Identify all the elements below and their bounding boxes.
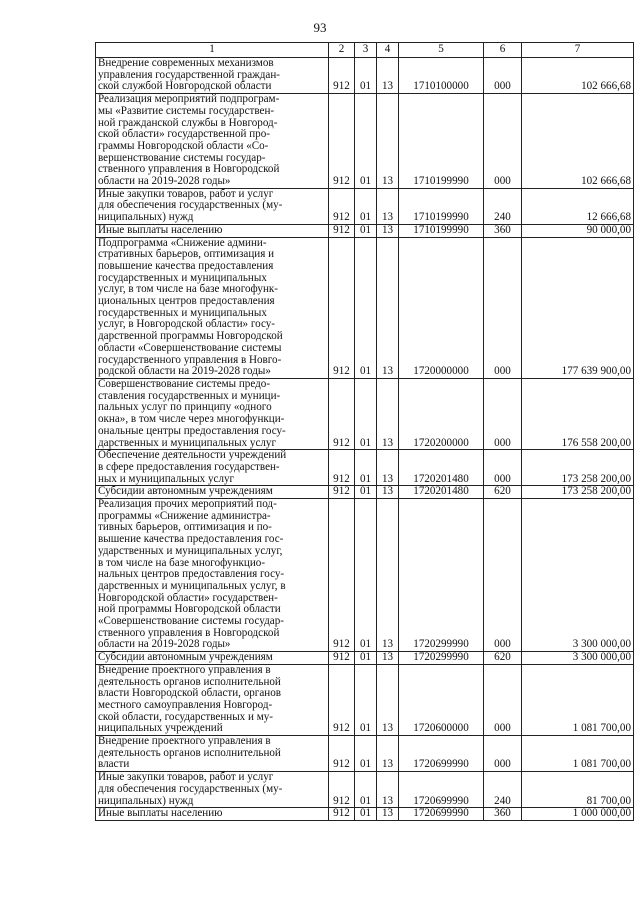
item-name-line: ональные центры предоставления госу- [98, 424, 286, 437]
item-name-line: для обеспечения государственных (му- [98, 782, 283, 795]
target-article-cell: 1720299990 [399, 499, 484, 652]
grbs-code-cell: 912 [329, 499, 355, 652]
table-row [96, 188, 634, 224]
subsection-code-cell: 13 [377, 237, 399, 378]
item-name-line: нальных центров предоставления госу- [98, 568, 285, 581]
subsection-code-cell: 13 [377, 450, 399, 486]
section-code-cell: 01 [355, 450, 377, 486]
target-article-cell: 1720201480 [399, 450, 484, 486]
expense-type-cell: 000 [484, 378, 522, 449]
item-name-cell [96, 378, 329, 449]
table-row [96, 224, 634, 237]
item-name-line: Подпрограмма «Снижение админи- [98, 236, 267, 249]
column-header: 2 [329, 43, 355, 58]
item-name-line: Совершенствование системы предо- [98, 377, 271, 390]
item-name-cell [96, 224, 329, 237]
subsection-code-cell: 13 [377, 664, 399, 735]
amount-cell: 177 639 900,00 [522, 237, 634, 378]
column-header: 4 [377, 43, 399, 58]
budget-table [95, 42, 634, 821]
grbs-code-cell: 912 [329, 378, 355, 449]
expense-type-cell: 240 [484, 188, 522, 224]
table-row [96, 378, 634, 449]
item-name-line: ской службой Новгородской области [98, 80, 272, 93]
grbs-code-cell: 912 [329, 652, 355, 665]
item-name-line: ной гражданской службы в Новгород- [98, 116, 278, 129]
grbs-code-cell: 912 [329, 58, 355, 94]
item-name-line: ных и муниципальных услуг [98, 472, 235, 485]
amount-cell: 3 300 000,00 [522, 652, 634, 665]
item-name-line: ной программы Новгородской области [98, 603, 281, 616]
item-name-cell [96, 237, 329, 378]
target-article-cell: 1720699990 [399, 808, 484, 821]
item-name-line: окна», в том числе через многофункци- [98, 413, 285, 426]
item-name-line: вершенствование системы государ- [98, 151, 266, 164]
table-row [96, 94, 634, 189]
expense-type-cell: 000 [484, 58, 522, 94]
amount-cell: 90 000,00 [522, 224, 634, 237]
grbs-code-cell: 912 [329, 772, 355, 808]
section-code-cell: 01 [355, 94, 377, 189]
amount-cell: 176 558 200,00 [522, 378, 634, 449]
item-name-line: повышение качества предоставления [98, 259, 274, 272]
item-name-line: родской области на 2019-2028 годы» [98, 365, 271, 378]
amount-cell: 12 666,68 [522, 188, 634, 224]
expense-type-cell: 000 [484, 736, 522, 772]
item-name-line: государственных и муниципальных [98, 306, 267, 319]
target-article-cell: 1720000000 [399, 237, 484, 378]
item-name-line: области на 2019-2028 годы» [98, 638, 231, 651]
column-header: 7 [522, 43, 634, 58]
item-name-cell [96, 808, 329, 821]
subsection-code-cell: 13 [377, 58, 399, 94]
item-name-cell [96, 499, 329, 652]
subsection-code-cell: 13 [377, 486, 399, 499]
item-name-line: «Совершенствование системы государ- [98, 615, 284, 628]
target-article-cell: 1720299990 [399, 652, 484, 665]
item-name-line: в сфере предоставления государствен- [98, 460, 280, 473]
amount-cell: 102 666,68 [522, 58, 634, 94]
table-row [96, 237, 634, 378]
item-name-line: Обеспечение деятельности учреждений [98, 449, 287, 462]
item-name-line: ской области» государственной про- [98, 128, 270, 141]
subsection-code-cell: 13 [377, 772, 399, 808]
section-code-cell: 01 [355, 652, 377, 665]
table-row [96, 652, 634, 665]
item-name-line: стративных барьеров, оптимизация и [98, 248, 275, 261]
grbs-code-cell: 912 [329, 736, 355, 772]
item-name-line: Субсидии автономным учреждениям [98, 485, 273, 498]
item-name-line: услуг, в том числе на базе многофунк- [98, 283, 279, 296]
item-name-line: мы «Развитие системы государствен- [98, 104, 275, 117]
amount-cell: 1 081 700,00 [522, 736, 634, 772]
section-code-cell: 01 [355, 772, 377, 808]
table-row [96, 772, 634, 808]
subsection-code-cell: 13 [377, 808, 399, 821]
table-row [96, 664, 634, 735]
item-name-cell [96, 664, 329, 735]
page-number: 93 [313, 20, 327, 35]
expense-type-cell: 360 [484, 224, 522, 237]
grbs-code-cell: 912 [329, 808, 355, 821]
section-code-cell: 01 [355, 188, 377, 224]
table-row [96, 486, 634, 499]
item-name-line: Иные закупки товаров, работ и услуг [98, 187, 274, 200]
table-row [96, 808, 634, 821]
grbs-code-cell: 912 [329, 188, 355, 224]
item-name-line: власти [98, 758, 130, 771]
subsection-code-cell: 13 [377, 94, 399, 189]
item-name-line: области на 2019-2028 годы» [98, 175, 231, 188]
target-article-cell: 1710199990 [399, 224, 484, 237]
target-article-cell: 1720201480 [399, 486, 484, 499]
item-name-line: Иные закупки товаров, работ и услуг [98, 771, 274, 784]
section-code-cell: 01 [355, 378, 377, 449]
grbs-code-cell: 912 [329, 224, 355, 237]
expense-type-cell: 240 [484, 772, 522, 808]
item-name-line: власти Новгородской области, органов [98, 687, 281, 700]
item-name-line: ственного управления в Новгородской [98, 163, 280, 176]
section-code-cell: 01 [355, 499, 377, 652]
item-name-line: Внедрение проектного управления в [98, 735, 271, 748]
section-code-cell: 01 [355, 237, 377, 378]
item-name-line: ниципальных) нужд [98, 794, 194, 807]
item-name-cell [96, 486, 329, 499]
item-name-line: ственного управления в Новгородской [98, 626, 280, 639]
item-name-line: ударственных и муниципальных услуг, [98, 544, 283, 557]
item-name-line: ставления государственных и муници- [98, 389, 281, 402]
expense-type-cell: 620 [484, 652, 522, 665]
amount-cell: 173 258 200,00 [522, 486, 634, 499]
item-name-cell [96, 450, 329, 486]
amount-cell: 1 081 700,00 [522, 664, 634, 735]
item-name-line: программы «Снижение администра- [98, 509, 271, 522]
item-name-cell [96, 652, 329, 665]
table-row [96, 450, 634, 486]
subsection-code-cell: 13 [377, 224, 399, 237]
section-code-cell: 01 [355, 58, 377, 94]
subsection-code-cell: 13 [377, 652, 399, 665]
item-name-line: Реализация мероприятий подпрограм- [98, 93, 280, 106]
item-name-line: для обеспечения государственных (му- [98, 199, 283, 212]
target-article-cell: 1710199990 [399, 188, 484, 224]
item-name-line: области «Совершенствование системы [98, 341, 282, 354]
expense-type-cell: 000 [484, 499, 522, 652]
section-code-cell: 01 [355, 486, 377, 499]
subsection-code-cell: 13 [377, 188, 399, 224]
target-article-cell: 1710199990 [399, 94, 484, 189]
item-name-line: тивных барьеров, оптимизация и по- [98, 521, 272, 534]
section-code-cell: 01 [355, 224, 377, 237]
target-article-cell: 1710100000 [399, 58, 484, 94]
item-name-line: дарственных и муниципальных услуг, в [98, 579, 286, 592]
item-name-line: услуг, в Новгородской области» госу- [98, 318, 275, 331]
item-name-line: дарственных и муниципальных услуг [98, 436, 277, 449]
table-row [96, 499, 634, 652]
table-row [96, 736, 634, 772]
item-name-line: Внедрение современных механизмов [98, 57, 274, 69]
expense-type-cell: 000 [484, 237, 522, 378]
item-name-line: ниципальных учреждений [98, 722, 223, 735]
item-name-cell [96, 94, 329, 189]
item-name-cell [96, 188, 329, 224]
column-header: 6 [484, 43, 522, 58]
grbs-code-cell: 912 [329, 237, 355, 378]
item-name-line: ниципальных) нужд [98, 211, 194, 224]
column-header: 3 [355, 43, 377, 58]
item-name-line: деятельность органов исполнительной [98, 675, 281, 688]
amount-cell: 3 300 000,00 [522, 499, 634, 652]
grbs-code-cell: 912 [329, 664, 355, 735]
subsection-code-cell: 13 [377, 499, 399, 652]
expense-type-cell: 000 [484, 94, 522, 189]
item-name-cell [96, 772, 329, 808]
item-name-cell [96, 736, 329, 772]
item-name-line: Иные выплаты населению [98, 223, 223, 236]
table-row [96, 58, 634, 94]
header-row [96, 43, 634, 58]
column-header: 5 [399, 43, 484, 58]
subsection-code-cell: 13 [377, 378, 399, 449]
expense-type-cell: 360 [484, 808, 522, 821]
item-name-line: дарственной программы Новгородской [98, 330, 283, 343]
item-name-line: вышение качества предоставления гос- [98, 533, 284, 546]
section-code-cell: 01 [355, 808, 377, 821]
section-code-cell: 01 [355, 736, 377, 772]
grbs-code-cell: 912 [329, 450, 355, 486]
item-name-line: государственных и муниципальных [98, 271, 267, 284]
item-name-line: государственного управления в Новго- [98, 353, 282, 366]
item-name-line: деятельность органов исполнительной [98, 746, 281, 759]
amount-cell: 81 700,00 [522, 772, 634, 808]
target-article-cell: 1720699990 [399, 736, 484, 772]
amount-cell: 102 666,68 [522, 94, 634, 189]
item-name-line: пальных услуг по принципу «одного [98, 401, 272, 414]
item-name-line: Иные выплаты населению [98, 807, 223, 820]
amount-cell: 173 258 200,00 [522, 450, 634, 486]
item-name-cell [96, 58, 329, 94]
subsection-code-cell: 13 [377, 736, 399, 772]
item-name-line: Субсидии автономным учреждениям [98, 651, 273, 664]
item-name-line: Внедрение проектного управления в [98, 663, 271, 676]
section-code-cell: 01 [355, 664, 377, 735]
amount-cell: 1 000 000,00 [522, 808, 634, 821]
item-name-line: ской области, государственных и му- [98, 710, 273, 723]
target-article-cell: 1720200000 [399, 378, 484, 449]
item-name-line: местного самоуправления Новгород- [98, 698, 273, 711]
grbs-code-cell: 912 [329, 94, 355, 189]
item-name-line: Реализация прочих мероприятий под- [98, 498, 277, 511]
item-name-line: в том числе на базе многофункцио- [98, 556, 266, 569]
target-article-cell: 1720699990 [399, 772, 484, 808]
expense-type-cell: 620 [484, 486, 522, 499]
expense-type-cell: 000 [484, 664, 522, 735]
item-name-line: управления государственной граждан- [98, 68, 280, 81]
target-article-cell: 1720600000 [399, 664, 484, 735]
column-header: 1 [96, 43, 329, 58]
expense-type-cell: 000 [484, 450, 522, 486]
item-name-line: циональных центров предоставления [98, 295, 275, 308]
grbs-code-cell: 912 [329, 486, 355, 499]
item-name-line: граммы Новгородской области «Со- [98, 139, 269, 152]
item-name-line: Новгородской области» государствен- [98, 591, 278, 604]
